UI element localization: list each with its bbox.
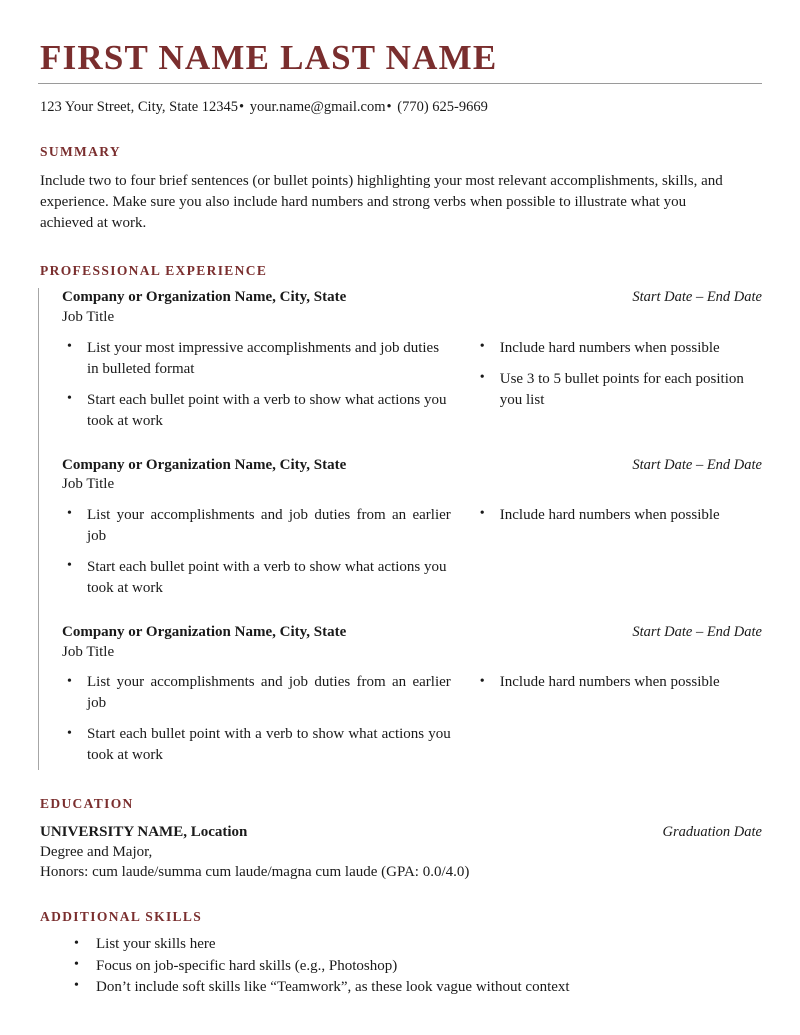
education-entry-header [40,823,762,843]
experience-bullet-columns [62,505,762,599]
candidate-name: FIRST NAME LAST NAME [40,38,498,77]
experience-bullets-left [62,505,451,599]
graduation-date: Graduation Date [662,824,762,841]
list-item: • Include hard numbers when possible [475,338,762,359]
list-item: • Don’t include soft skills like “Teamwork”, as these look vague without context [68,977,762,998]
contact-separator-1: • [239,98,245,115]
employer-name: Company or Organization Name, City, State [62,289,347,306]
contact-separator-2: • [386,98,392,115]
experience-entry-header [62,456,762,475]
section-education [38,796,762,882]
skills-heading: ADDITIONAL SKILLS [40,909,203,925]
employment-dates: Start Date – End Date [632,623,762,640]
employer-name: Company or Organization Name, City, State [62,456,347,473]
experience-bullets-left [62,672,451,766]
honors-and-gpa: Honors: cum laude/summa cum laude/magna cum laude (GPA: 0.0/4.0) [40,863,470,880]
experience-list [38,288,762,770]
job-title: Job Title [62,476,115,493]
section-summary [38,144,762,235]
employment-dates: Start Date – End Date [632,289,762,306]
experience-entry-header [62,288,762,307]
experience-bullet-columns [62,672,762,766]
resume-header [38,40,762,117]
list-item: • Use 3 to 5 bullet points for each position you list [475,369,762,411]
employment-dates: Start Date – End Date [632,456,762,473]
contact-address: 123 Your Street, City, State 12345 [40,98,239,115]
experience-bullets-left [62,338,451,432]
experience-bullet-columns [62,338,762,432]
experience-entry [62,623,762,766]
contact-phone[interactable]: (770) 625-9669 [397,98,488,115]
section-additional-skills [38,909,762,998]
section-experience [38,263,762,770]
list-item: • List your accomplishments and job duties from an earlier job [62,672,451,714]
skills-list [38,934,762,998]
contact-line [40,98,762,117]
job-title: Job Title [62,309,115,326]
education-heading: EDUCATION [40,796,134,812]
experience-entry [62,288,762,431]
job-title: Job Title [62,643,115,660]
list-item: • List your skills here [68,934,762,955]
employer-name: Company or Organization Name, City, State [62,623,347,640]
experience-heading: PROFESSIONAL EXPERIENCE [40,263,268,279]
list-item: • List your most impressive accomplishments and job duties in bulleted format [62,338,451,380]
list-item: • Start each bullet point with a verb to show what actions you took at work [62,557,451,599]
school-name: UNIVERSITY NAME, Location [40,824,248,841]
list-item: • Include hard numbers when possible [475,672,762,693]
summary-heading: SUMMARY [40,143,121,159]
experience-entry-header [62,623,762,642]
header-divider [38,83,762,84]
experience-bullets-right [451,338,762,432]
list-item: • List your accomplishments and job duties from an earlier job [62,505,451,547]
experience-entry [62,456,762,599]
list-item: • Start each bullet point with a verb to show what actions you took at work [62,724,451,766]
experience-bullets-right [451,672,762,766]
contact-email[interactable]: your.name@gmail.com [249,98,386,115]
experience-bullets-right [451,505,762,599]
list-item: • Start each bullet point with a verb to show what actions you took at work [62,390,451,432]
list-item: • Include hard numbers when possible [475,505,762,526]
list-item: • Focus on job-specific hard skills (e.g., Photoshop) [68,956,762,977]
summary-body: Include two to four brief sentences (or bullet points) highlighting your most relevant accomplishments, skills, and experience. Make sure you also include hard numbers and strong verbs when possible to illustrate what you achieved at work. [40,172,723,232]
degree-and-major: Degree and Major, [40,843,153,860]
